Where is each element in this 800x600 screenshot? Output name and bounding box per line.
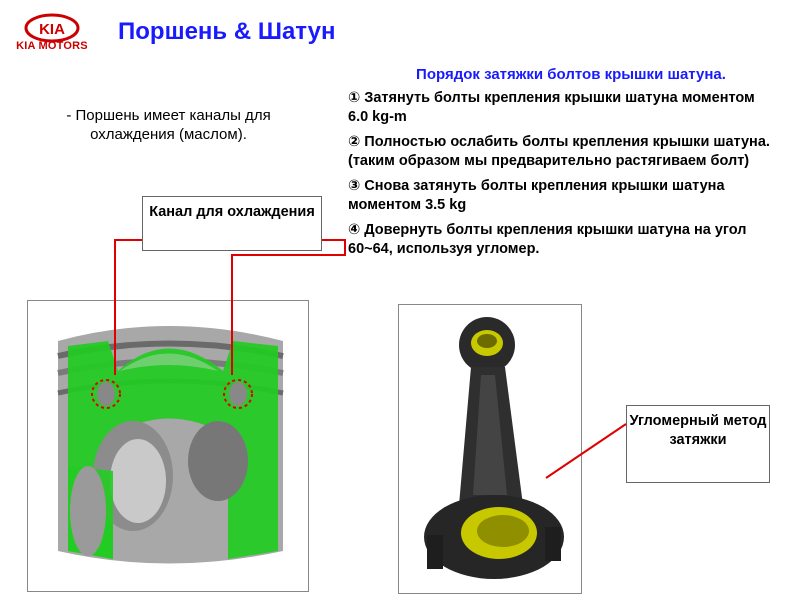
tightening-procedure	[348, 66, 788, 265]
procedure-step-4	[348, 221, 778, 259]
step-number: ④	[348, 222, 361, 238]
cooling-channel-callout: Канал для охлаждения	[142, 196, 322, 251]
procedure-step-1	[348, 89, 778, 127]
svg-text:KIA: KIA	[39, 21, 65, 38]
logo-text: KIA MOTORS	[16, 40, 88, 52]
procedure-title: Порядок затяжки болтов крышки шатуна.	[416, 66, 726, 83]
step-text: Затянуть болты крепления крышки шатуна моментом 6.0 kg-m	[348, 90, 755, 125]
procedure-step-3	[348, 177, 778, 215]
step-number: ②	[348, 134, 361, 150]
piston-note: - Поршень имеет каналы для охлаждения (маслом).	[66, 107, 271, 143]
page-title: Поршень & Шатун	[118, 18, 336, 45]
step-text: Довернуть болты крепления крышки шатуна на угол 60~64, используя угломер.	[348, 222, 747, 257]
step-text: Полностью ослабить болты крепления крышки шатуна. (таким образом мы предварительно растягиваем болт)	[348, 134, 770, 169]
procedure-step-2	[348, 133, 778, 171]
piston-cutaway-image	[27, 300, 309, 592]
connecting-rod-image	[398, 304, 582, 594]
step-number: ①	[348, 90, 361, 106]
step-number: ③	[348, 178, 361, 194]
step-text: Снова затянуть болты крепления крышки шатуна моментом 3.5 kg	[348, 178, 725, 213]
angle-tightening-callout: Угломерный метод затяжки	[626, 405, 770, 483]
